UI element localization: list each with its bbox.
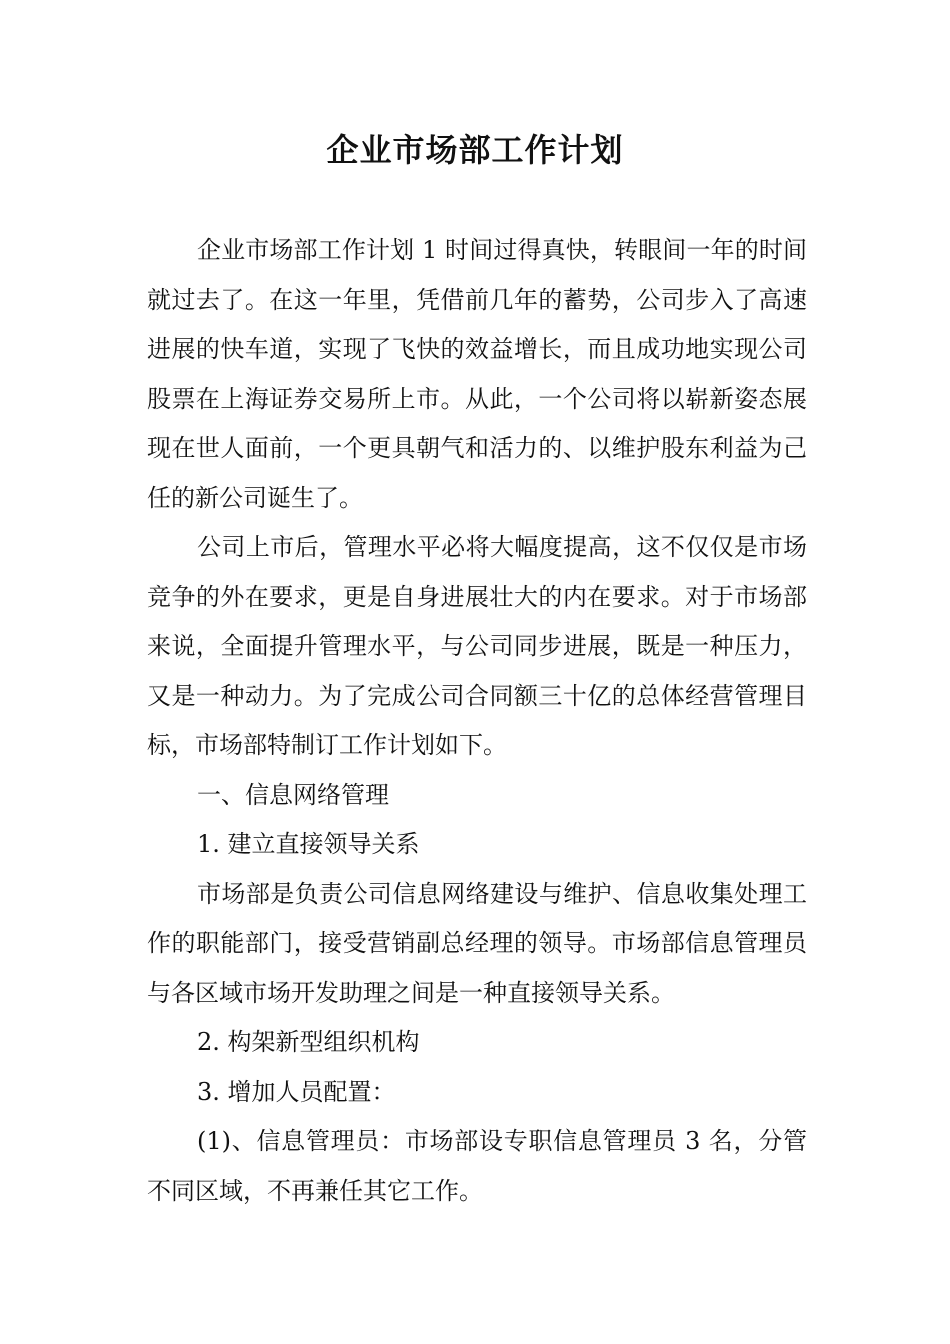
section-heading-info-network: 一、信息网络管理: [197, 780, 389, 809]
paragraph-leadership: 市场部是负责公司信息网络建设与维护、信息收集处理工作的职能部门，接受营销副总经理的领导。市场部信息管理员与各区域市场开发助理之间是一种直接领导关系。: [147, 879, 807, 1007]
subheading-organization: 2. 构架新型组织机构: [197, 1028, 420, 1056]
document-title: 企业市场部工作计划: [326, 131, 624, 169]
paragraph-info-manager: (1)、信息管理员：市场部设专职信息管理员 3 名，分管不同区域，不再兼任其它工作。: [147, 1127, 807, 1205]
subheading-staffing: 3. 增加人员配置：: [197, 1077, 396, 1106]
document-body: [147, 226, 807, 1216]
paragraph-intro: 企业市场部工作计划 1 时间过得真快，转眼间一年的时间就过去了。在这一年里，凭借前几年的蓄势，公司步入了高速进展的快车道，实现了飞快的效益增长，而且成功地实现公司股票在上海证券交易所上市。从此，一个公司将以崭新姿态展现在世人面前，一个更具朝气和活力的、以维护股东利益为己任的新公司诞生了。: [147, 236, 807, 512]
paragraph-listing: 公司上市后，管理水平必将大幅度提高，这不仅仅是市场竞争的外在要求，更是自身进展壮大的内在要求。对于市场部来说，全面提升管理水平，与公司同步进展，既是一种压力，又是一种动力。为了完成公司合同额三十亿的总体经营管理目标，市场部特制订工作计划如下。: [147, 533, 807, 759]
subheading-leadership: 1. 建立直接领导关系: [197, 830, 420, 858]
